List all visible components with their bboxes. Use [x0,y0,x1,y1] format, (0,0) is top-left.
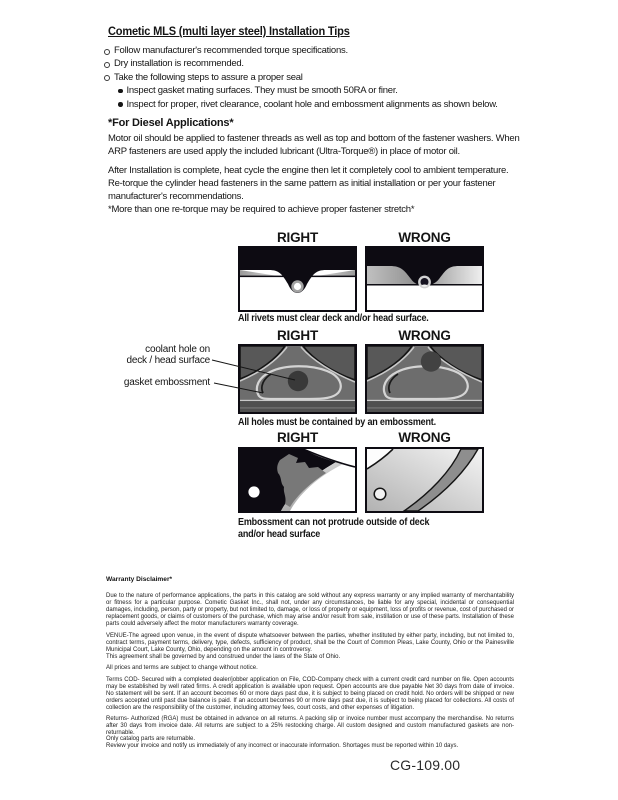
warranty-disclaimer-heading: Warranty Disclaimer* [106,576,173,583]
fig2-right-panel [238,344,357,414]
returns-paragraph: Returns- Authorized (RGA) must be obtained in advance on all returns. A packing slip or invoice number must accompany the merchandise. No returns after 30 days from invoice date. All returns are subject to a 25% restocking charge. All custom designed and custom manufactured gaskets are non-returnable. [106,716,514,737]
terms-paragraph: Terms COD- Secured with a completed dealer/jobber application on File, COD-Company check with a current credit card number on file. Open accounts may be established by well rated firms. A credit application is available upon request. Open accounts are due payable Net 30 days from date of invoice. No statement will be sent. If an account becomes 60 or more days past due, it is subject to being placed on credit hold. No orders will be shipped or new orders accepted until past due balance is paid. If an account becomes 90 or more days past due, it is subject to being placed for collections. All costs of collection are the responsibility of the customer, including attorney fees, court costs, and other expenses of litigation. [106,677,514,712]
diesel-heading: *For Diesel Applications* [108,117,234,129]
embossment-inside-diagram [240,449,355,511]
hole-contained-diagram [240,346,355,412]
list-item [104,57,564,70]
fig3-right-label: RIGHT [277,430,318,445]
page-code: CG-109.00 [390,757,461,773]
catalog-parts-line: Only catalog parts are returnable. [106,736,196,742]
list-item [104,44,564,57]
tip-text: Take the following steps to assure a proper seal [114,71,303,83]
circle-bullet-icon [104,49,110,55]
fig2-right-label: RIGHT [277,328,318,343]
prices-line: All prices and terms are subject to change without notice. [106,665,258,671]
embossment-protruding-diagram [367,449,482,511]
tip-text: Inspect gasket mating surfaces. They must be smooth 50RA or finer. [126,85,398,97]
list-item [118,84,564,97]
fig3-right-panel [238,447,357,513]
dot-bullet-icon [118,89,123,94]
list-item [104,71,564,84]
diesel-paragraph: Motor oil should be applied to fastener threads as well as top and bottom of the fastener washers. When ARP fasteners are used apply the included lubricant (Ultra-Torque®) in place of motor oil. [108,133,520,157]
fig2-wrong-label: WRONG [398,328,451,343]
tip-text: Inspect for proper, rivet clearance, coolant hole and embossment alignments as shown below. [126,98,498,110]
warranty-paragraph: Due to the nature of performance applications, the parts in this catalog are sold without any express warranty or any implied warranty of merchantability or fitness for a particular purpose. Cometic Gasket Inc., shall not, under any circumstances, be liable for any special, incidental or consequential damages, including, person, party or property, but not limited to, damage, or loss of property or equipment, loss of profits or revenue, cost of purchased or replacement goods, or claims of customers of the purchase, which may arise and/or result from sale, instillation or use of these parts. Installation of these parts could adversely affect the motor manufacturers warranty coverage. [106,593,514,628]
gasket-embossment-callout: gasket embossment [123,377,210,388]
fig1-right-panel [238,246,357,312]
diesel-paragraph: After Installation is complete, heat cycle the engine then let it completely cool to ambient temperature. Re-torque the cylinder head fasteners in the same pattern as initial installation or per your fastener manufacturer's recommendations. [108,165,509,202]
fig3-wrong-panel [365,447,484,513]
rivet-interfere-diagram [367,248,482,310]
fig3-wrong-label: WRONG [398,430,451,445]
venue-paragraph: VENUE-The agreed upon venue, in the event of dispute whatsoever between the parties, whether instituted by either party, including, but not limited to, contract terms, payment terms, delivery, type, defects, sufficiency of product, shall be the Court of Common Pleas, Lake County, Ohio or the Painesville Municipal Court, Lake County, Ohio, depending on the amount in controversy. [106,633,514,654]
fig1-right-label: RIGHT [277,230,318,245]
list-item [118,98,564,111]
fig1-wrong-panel [365,246,484,312]
page-title: Cometic MLS (multi layer steel) Installation Tips [108,24,350,38]
deck-edge-band [240,401,355,412]
coolant-hole-callout: coolant hole on deck / head surface [126,344,210,366]
fig1-caption: All rivets must clear deck and/or head surface. [238,313,429,324]
fig3-caption: Embossment can not protrude outside of deck and/or head surface [238,517,430,540]
hole-outside-diagram [367,346,482,412]
fig2-caption: All holes must be contained by an embossment. [238,417,436,428]
fig1-wrong-label: WRONG [398,230,451,245]
tips-list [104,44,564,111]
tip-text: Dry installation is recommended. [114,58,244,70]
circle-bullet-icon [104,62,110,68]
dot-bullet-icon [118,102,123,107]
deck-edge-band [367,401,482,412]
retorque-note: *More than one re-torque may be required to achieve proper fastener stretch* [108,204,415,215]
review-invoice-line: Review your invoice and notify us immediately of any incorrect or inaccurate information. Shortages must be reported within 10 days. [106,743,459,749]
bolt-hole-icon [374,488,386,500]
coolant-hole [288,371,308,391]
governing-law-line: This agreement shall be governed by and construed under the laws of the State of Ohio. [106,654,341,660]
tip-text: Follow manufacturer's recommended torque specifications. [114,45,348,56]
coolant-hole [421,351,441,371]
fig2-wrong-panel [365,344,484,414]
rivet-clear-diagram [240,248,355,310]
circle-bullet-icon [104,75,110,81]
bolt-hole-icon [248,486,259,497]
